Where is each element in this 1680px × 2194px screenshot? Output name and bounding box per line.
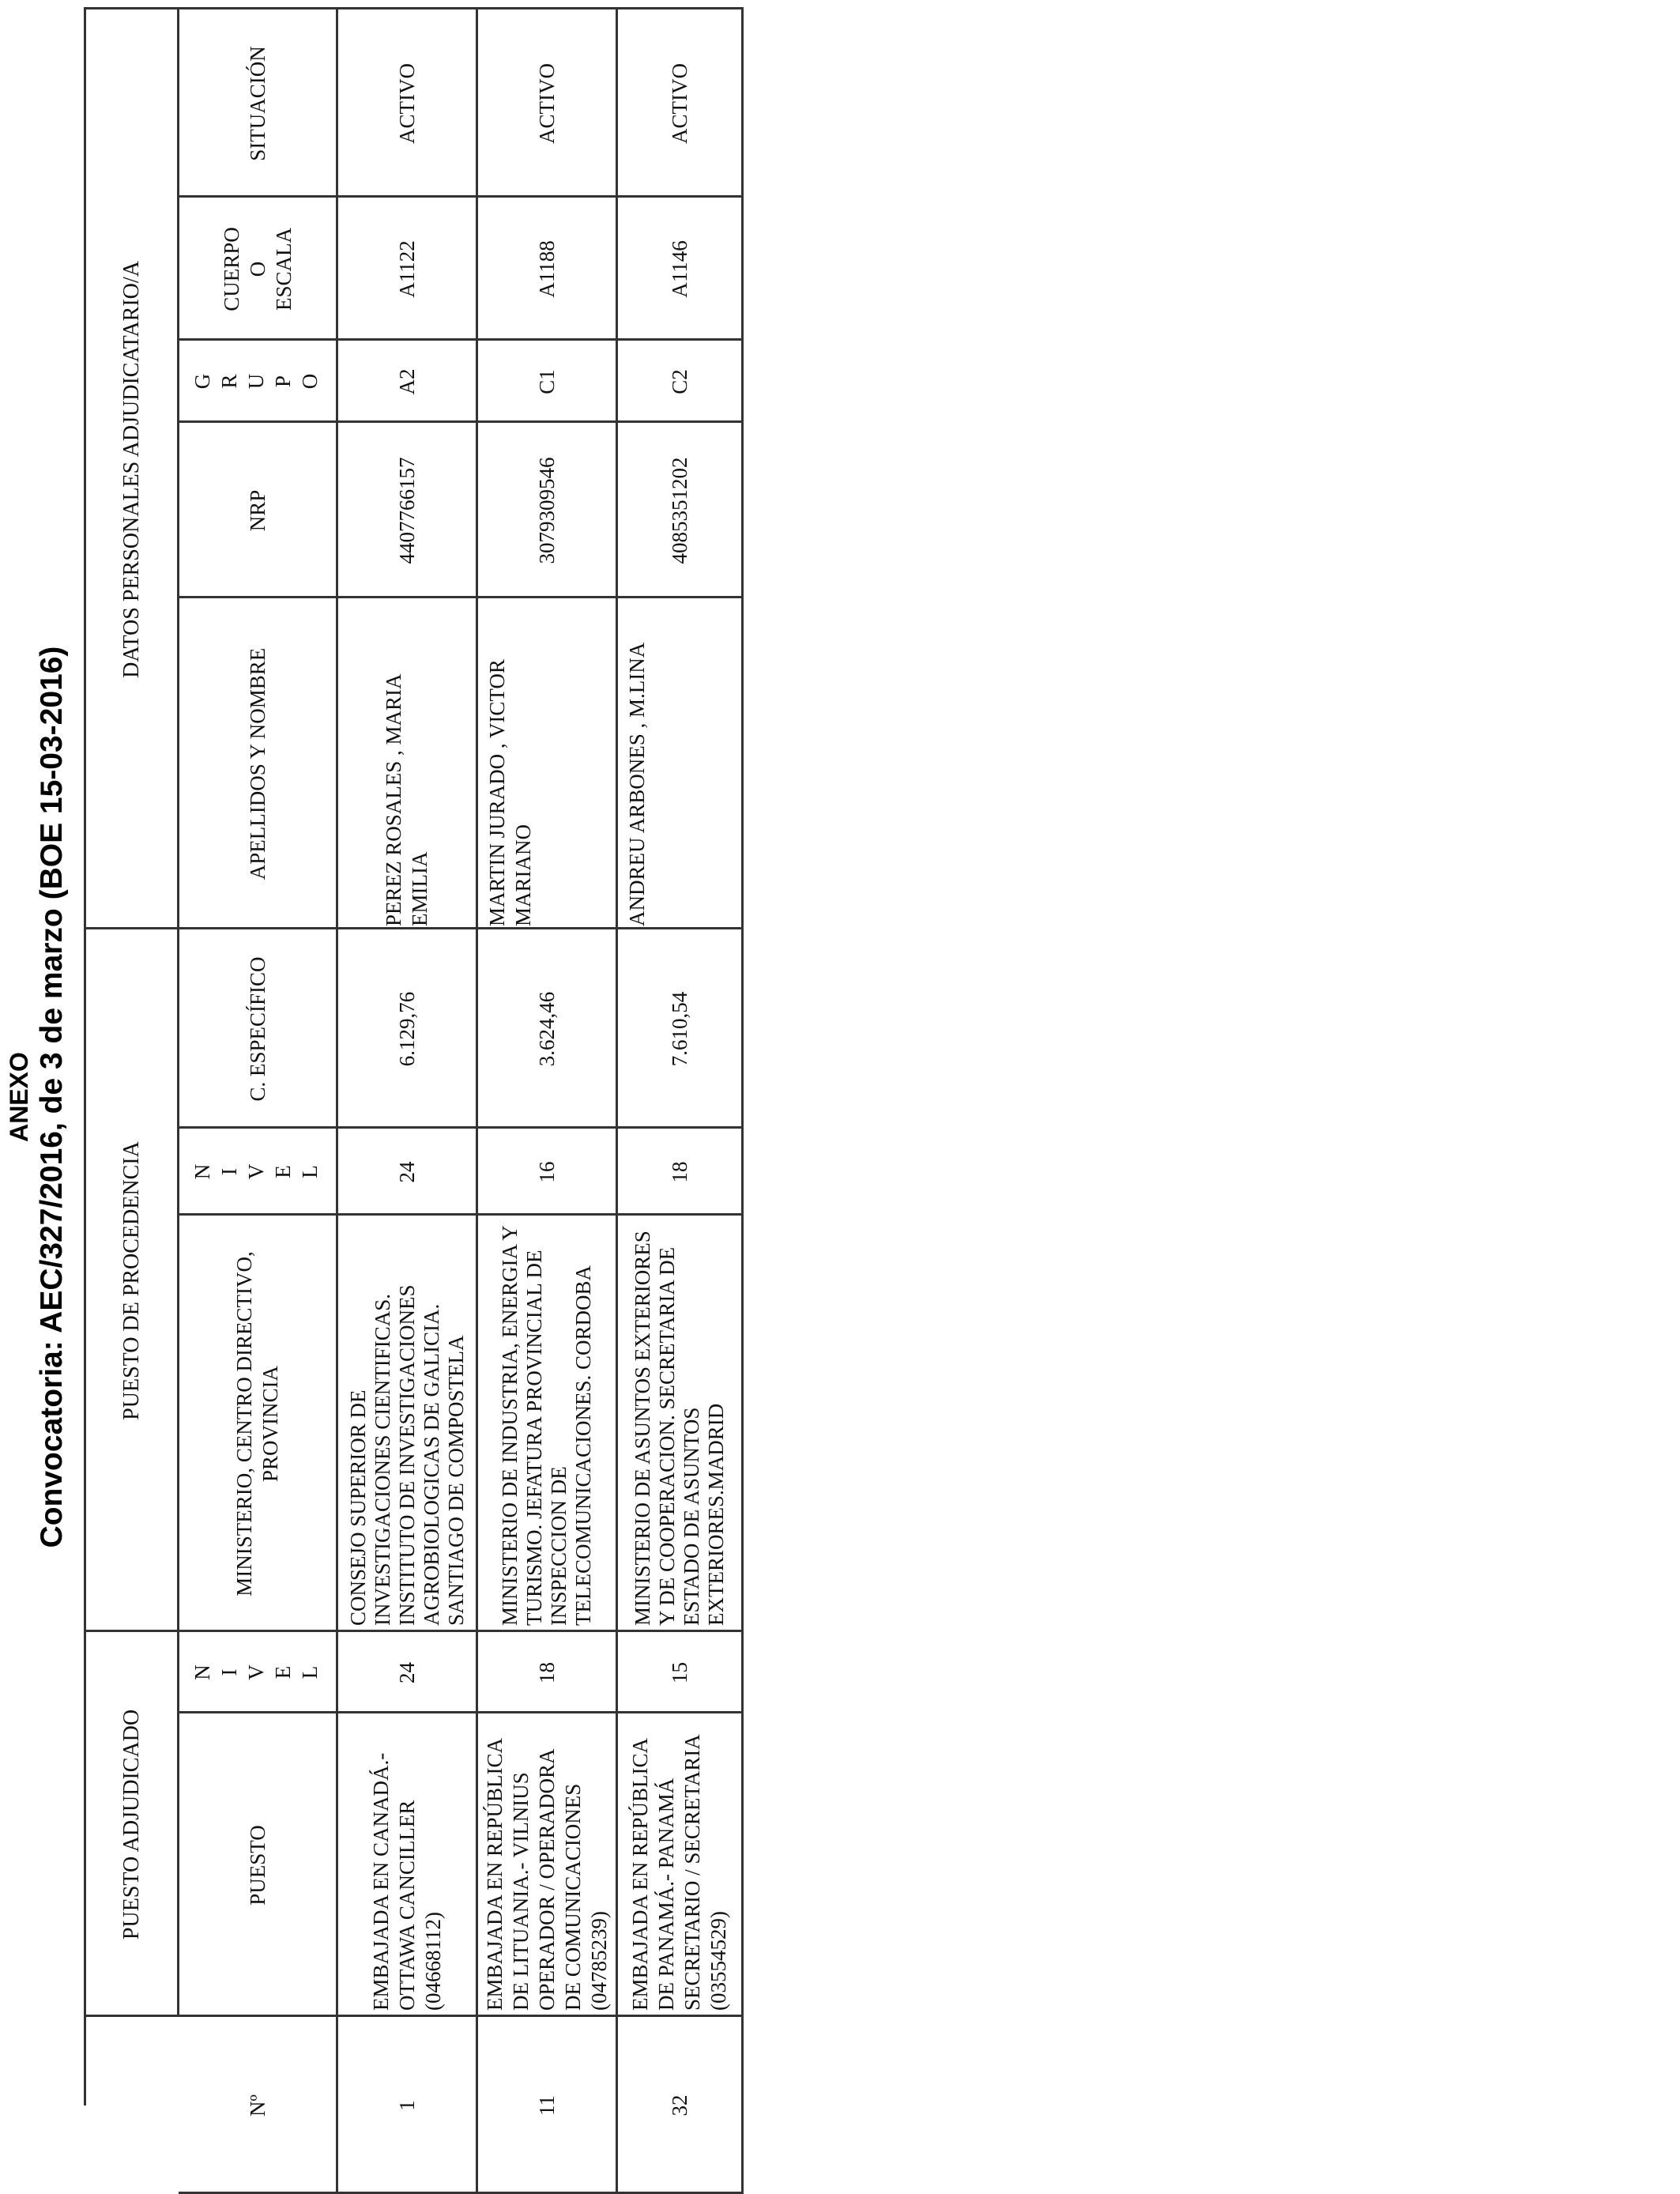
row3-apellidos: ANDREU ARBONES , M.LINA: [625, 642, 649, 926]
header-nivel-text: NIVEL: [190, 1661, 325, 1684]
row3-cuerpo: A1146: [667, 240, 691, 298]
row1-nivel: 24: [394, 1662, 419, 1683]
row2-cuerpo: A1188: [534, 240, 559, 298]
row1-cuerpo: A1122: [394, 240, 419, 298]
row2-ministerio: MINISTERIO DE INDUSTRIA, ENERGIA Y TURISMO. JEFATURA PROVINCIAL DE INSPECCION DE TELECOMUNICACIONES. CORDOBA: [498, 1226, 595, 1626]
header-nivel: [179, 1632, 336, 1713]
row2-num: 11: [534, 2095, 559, 2116]
row3-puesto: EMBAJADA EN REPÚBLICA DE PANAMÁ.- PANAMÁ SECRETARIO / SECRETARIA (03554529): [628, 1735, 730, 2011]
header-puesto: PUESTO: [245, 1825, 269, 1906]
row3-num: 32: [667, 2094, 691, 2117]
row2-apellidos: MARTIN JURADO , VICTOR MARIANO: [485, 659, 535, 926]
header-cuerpo: CUERPO O ESCALA: [219, 227, 296, 311]
row1-nivel2: 24: [394, 1161, 419, 1183]
row3-situacion: ACTIVO: [667, 63, 691, 144]
row3-grupo: C2: [667, 369, 691, 394]
header-situacion: SITUACIÓN: [245, 46, 269, 161]
header-nivel2: [179, 1129, 336, 1216]
row3-nrp: 4085351202: [667, 457, 691, 564]
row1-grupo: A2: [394, 368, 419, 395]
header-c-especifico: C. ESPECÍFICO: [245, 956, 269, 1102]
row1-c-especifico: 6.129,76: [394, 991, 419, 1067]
header-nrp: NRP: [245, 489, 269, 532]
rule-row3-bottom: [741, 7, 744, 2194]
row1-nrp: 4407766157: [394, 457, 419, 564]
row2-puesto: EMBAJADA EN REPÚBLICA DE LITUANIA.- VILNIUS OPERADOR / OPERADORA DE COMUNICACIONES (04785239): [482, 1739, 611, 2011]
row3-ministerio: MINISTERIO DE ASUNTOS EXTERIORES Y DE COOPERACION. SECRETARIA DE ESTADO DE ASUNTOS EXTERIORES.MADRID: [631, 1231, 728, 1626]
document-title: ANEXO: [5, 1052, 33, 1142]
document-subtitle: Convocatoria: AEC/327/2016, de 3 de marzo (BOE 15-03-2016): [35, 646, 69, 1548]
row1-situacion: ACTIVO: [394, 63, 419, 144]
row1-num: 1: [394, 2100, 419, 2111]
header-datos-personales: DATOS PERSONALES ADJUDICATARIO/A: [119, 261, 144, 678]
row3-c-especifico: 7.610,54: [667, 991, 691, 1067]
header-apellidos: APELLIDOS Y NOMBRE: [245, 647, 269, 880]
header-num: Nº: [245, 2094, 269, 2117]
row2-grupo: C1: [534, 369, 559, 394]
row3-nivel: 15: [667, 1662, 691, 1683]
row2-nivel: 18: [534, 1662, 559, 1683]
row3-nivel2: 18: [667, 1161, 691, 1183]
row1-ministerio: CONSEJO SUPERIOR DE INVESTIGACIONES CIENTIFICAS. INSTITUTO DE INVESTIGACIONES AGROBIOLOGICAS DE GALICIA. SANTIAGO DE COMPOSTELA: [345, 1284, 468, 1626]
header-nivel2-text: NIVEL: [190, 1159, 325, 1184]
row2-nivel2: 16: [534, 1161, 559, 1183]
header-grupo-text: GRUPO: [190, 369, 325, 394]
header-puesto-procedencia: PUESTO DE PROCEDENCIA: [119, 1141, 144, 1420]
row2-nrp: 3079309546: [534, 457, 559, 564]
header-grupo: [179, 341, 336, 423]
row2-situacion: ACTIVO: [534, 63, 559, 144]
row1-puesto: EMBAJADA EN CANADÁ.- OTTAWA CANCILLER (04668112): [368, 1752, 445, 2011]
header-ministerio: MINISTERIO, CENTRO DIRECTIVO, PROVINCIA: [232, 1251, 282, 1596]
row1-apellidos: PEREZ ROSALES , MARIA EMILIA: [382, 674, 431, 926]
header-puesto-adjudicado: PUESTO ADJUDICADO: [119, 1709, 144, 1940]
row2-c-especifico: 3.624,46: [534, 991, 559, 1067]
